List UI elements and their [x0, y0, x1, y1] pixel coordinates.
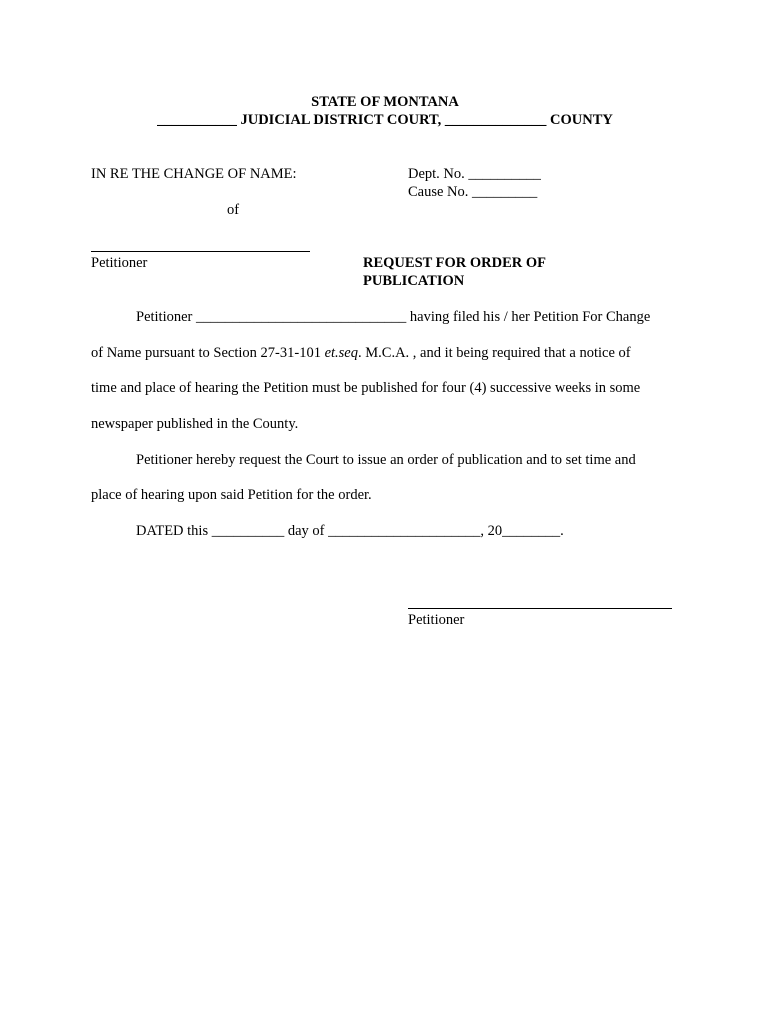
paragraph-2-line-2: place of hearing upon said Petition for the order. [91, 487, 372, 503]
et-seq-italic: et.seq [324, 345, 358, 361]
petitioner-caption-label: Petitioner [91, 255, 148, 271]
paragraph-2-line-1: Petitioner hereby request the Court to issue an order of publication and to set time and [136, 452, 636, 468]
cause-no: Cause No. _________ [408, 184, 538, 200]
document-title-line-1: REQUEST FOR ORDER OF [363, 255, 547, 271]
paragraph-1-line-2-end: . M.C.A. , and it being required that a notice of [358, 345, 631, 361]
court-line: ___________ JUDICIAL DISTRICT COURT, ______________ COUNTY [157, 112, 613, 128]
paragraph-1-line-4: newspaper published in the County. [91, 416, 299, 432]
dated-line: DATED this __________ day of _____________________, 20________. [136, 523, 564, 539]
in-re-label: IN RE THE CHANGE OF NAME: [91, 166, 297, 182]
signature-line [408, 608, 672, 609]
state-title: STATE OF MONTANA [311, 94, 459, 110]
petitioner-name-line [91, 251, 310, 252]
dept-no: Dept. No. __________ [408, 166, 541, 182]
document-title-line-2: PUBLICATION [363, 273, 465, 289]
signature-label: Petitioner [408, 612, 465, 628]
of-label: of [227, 202, 240, 218]
paragraph-1-line-2-start: of Name pursuant to Section 27-31-101 [91, 345, 325, 361]
paragraph-1-line-1: Petitioner _____________________________ having filed his / her Petition For Change [136, 309, 651, 325]
paragraph-1-line-3: time and place of hearing the Petition must be published for four (4) successive weeks in some [91, 380, 641, 396]
paragraph-1-line-2 [91, 345, 631, 362]
